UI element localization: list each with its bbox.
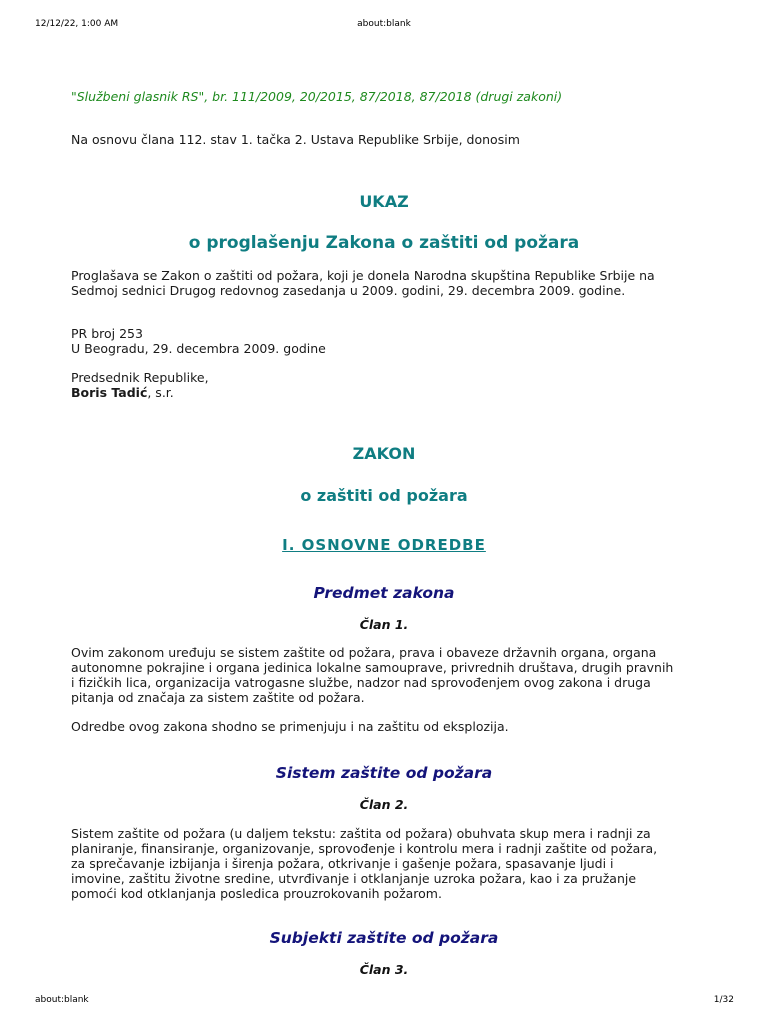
section-heading bbox=[0, 536, 768, 554]
print-timestamp: 12/12/22, 1:00 AM bbox=[35, 19, 119, 29]
text-line: pomoći kod otklanjanja posledica prouzrokovanih požarom. bbox=[71, 886, 442, 901]
text-line: pitanja od značaja za sistem zaštite od požara. bbox=[71, 690, 365, 705]
gazette-reference: "Službeni glasnik RS", br. 111/2009, 20/2015, 87/2018, 87/2018 (drugi zakoni) bbox=[71, 89, 563, 104]
article-number-2: Član 2. bbox=[359, 797, 409, 812]
proclamation-text bbox=[71, 268, 711, 298]
text-line: planiranje, finansiranje, organizovanje, sprovođenje i kontrolu mera i radnji zaštite od požara, bbox=[71, 841, 658, 856]
article-1-paragraph-1 bbox=[71, 645, 711, 705]
pr-number: PR broj 253 bbox=[71, 326, 143, 341]
print-page-title: about:blank bbox=[357, 19, 411, 29]
text-line: imovine, zaštitu životne sredine, utvrđivanje i otklanjanje uzroka požara, kao i za pružanje bbox=[71, 871, 637, 886]
text-line: autonomne pokrajine i organa jedinica lokalne samouprave, privrednih društava, drugih pravnih bbox=[71, 660, 674, 675]
president-name: Boris Tadić bbox=[71, 385, 148, 400]
text-line: za sprečavanje izbijanja i širenja požara, otkrivanje i gašenje požara, spasavanje ljudi i bbox=[71, 856, 614, 871]
article-1-paragraph-2: Odredbe ovog zakona shodno se primenjuju i na zaštitu od eksplozija. bbox=[71, 719, 509, 734]
article-heading-subjekti: Subjekti zaštite od požara bbox=[269, 929, 499, 947]
place-date: U Beogradu, 29. decembra 2009. godine bbox=[71, 341, 326, 356]
proclamation-line: Sedmoj sednici Drugog redovnog zasedanja u 2009. godini, 29. decembra 2009. godine. bbox=[71, 283, 626, 298]
article-heading-predmet: Predmet zakona bbox=[313, 584, 455, 602]
print-footer-url: about:blank bbox=[35, 995, 89, 1005]
president-signature bbox=[71, 385, 711, 400]
president-suffix: , s.r. bbox=[147, 385, 174, 400]
law-title: ZAKON bbox=[352, 444, 416, 463]
president-title: Predsednik Republike, bbox=[71, 370, 209, 385]
text-line: i fizičkih lica, organizacija vatrogasne službe, nadzor nad sprovođenjem ovog zakona i druga bbox=[71, 675, 651, 690]
legal-basis-text: Na osnovu člana 112. stav 1. tačka 2. Ustava Republike Srbije, donosim bbox=[71, 132, 520, 147]
decree-subtitle: o proglašenju Zakona o zaštiti od požara bbox=[188, 233, 580, 253]
text-line: Sistem zaštite od požara (u daljem tekstu: zaštita od požara) obuhvata skup mera i radnji za bbox=[71, 826, 651, 841]
article-number-3: Član 3. bbox=[359, 962, 409, 977]
law-subtitle: o zaštiti od požara bbox=[300, 486, 468, 505]
section-link-osnovne-odredbe[interactable]: I. OSNOVNE ODREDBE bbox=[282, 536, 486, 554]
print-page-counter: 1/32 bbox=[713, 995, 734, 1005]
text-line: Ovim zakonom uređuju se sistem zaštite od požara, prava i obaveze državnih organa, organa bbox=[71, 645, 657, 660]
decree-title: UKAZ bbox=[359, 192, 409, 211]
proclamation-line: Proglašava se Zakon o zaštiti od požara, koji je donela Narodna skupština Republike Srbije na bbox=[71, 268, 655, 283]
article-number-1: Član 1. bbox=[359, 617, 409, 632]
article-heading-sistem: Sistem zaštite od požara bbox=[275, 764, 493, 782]
article-2-paragraph-1 bbox=[71, 826, 711, 901]
